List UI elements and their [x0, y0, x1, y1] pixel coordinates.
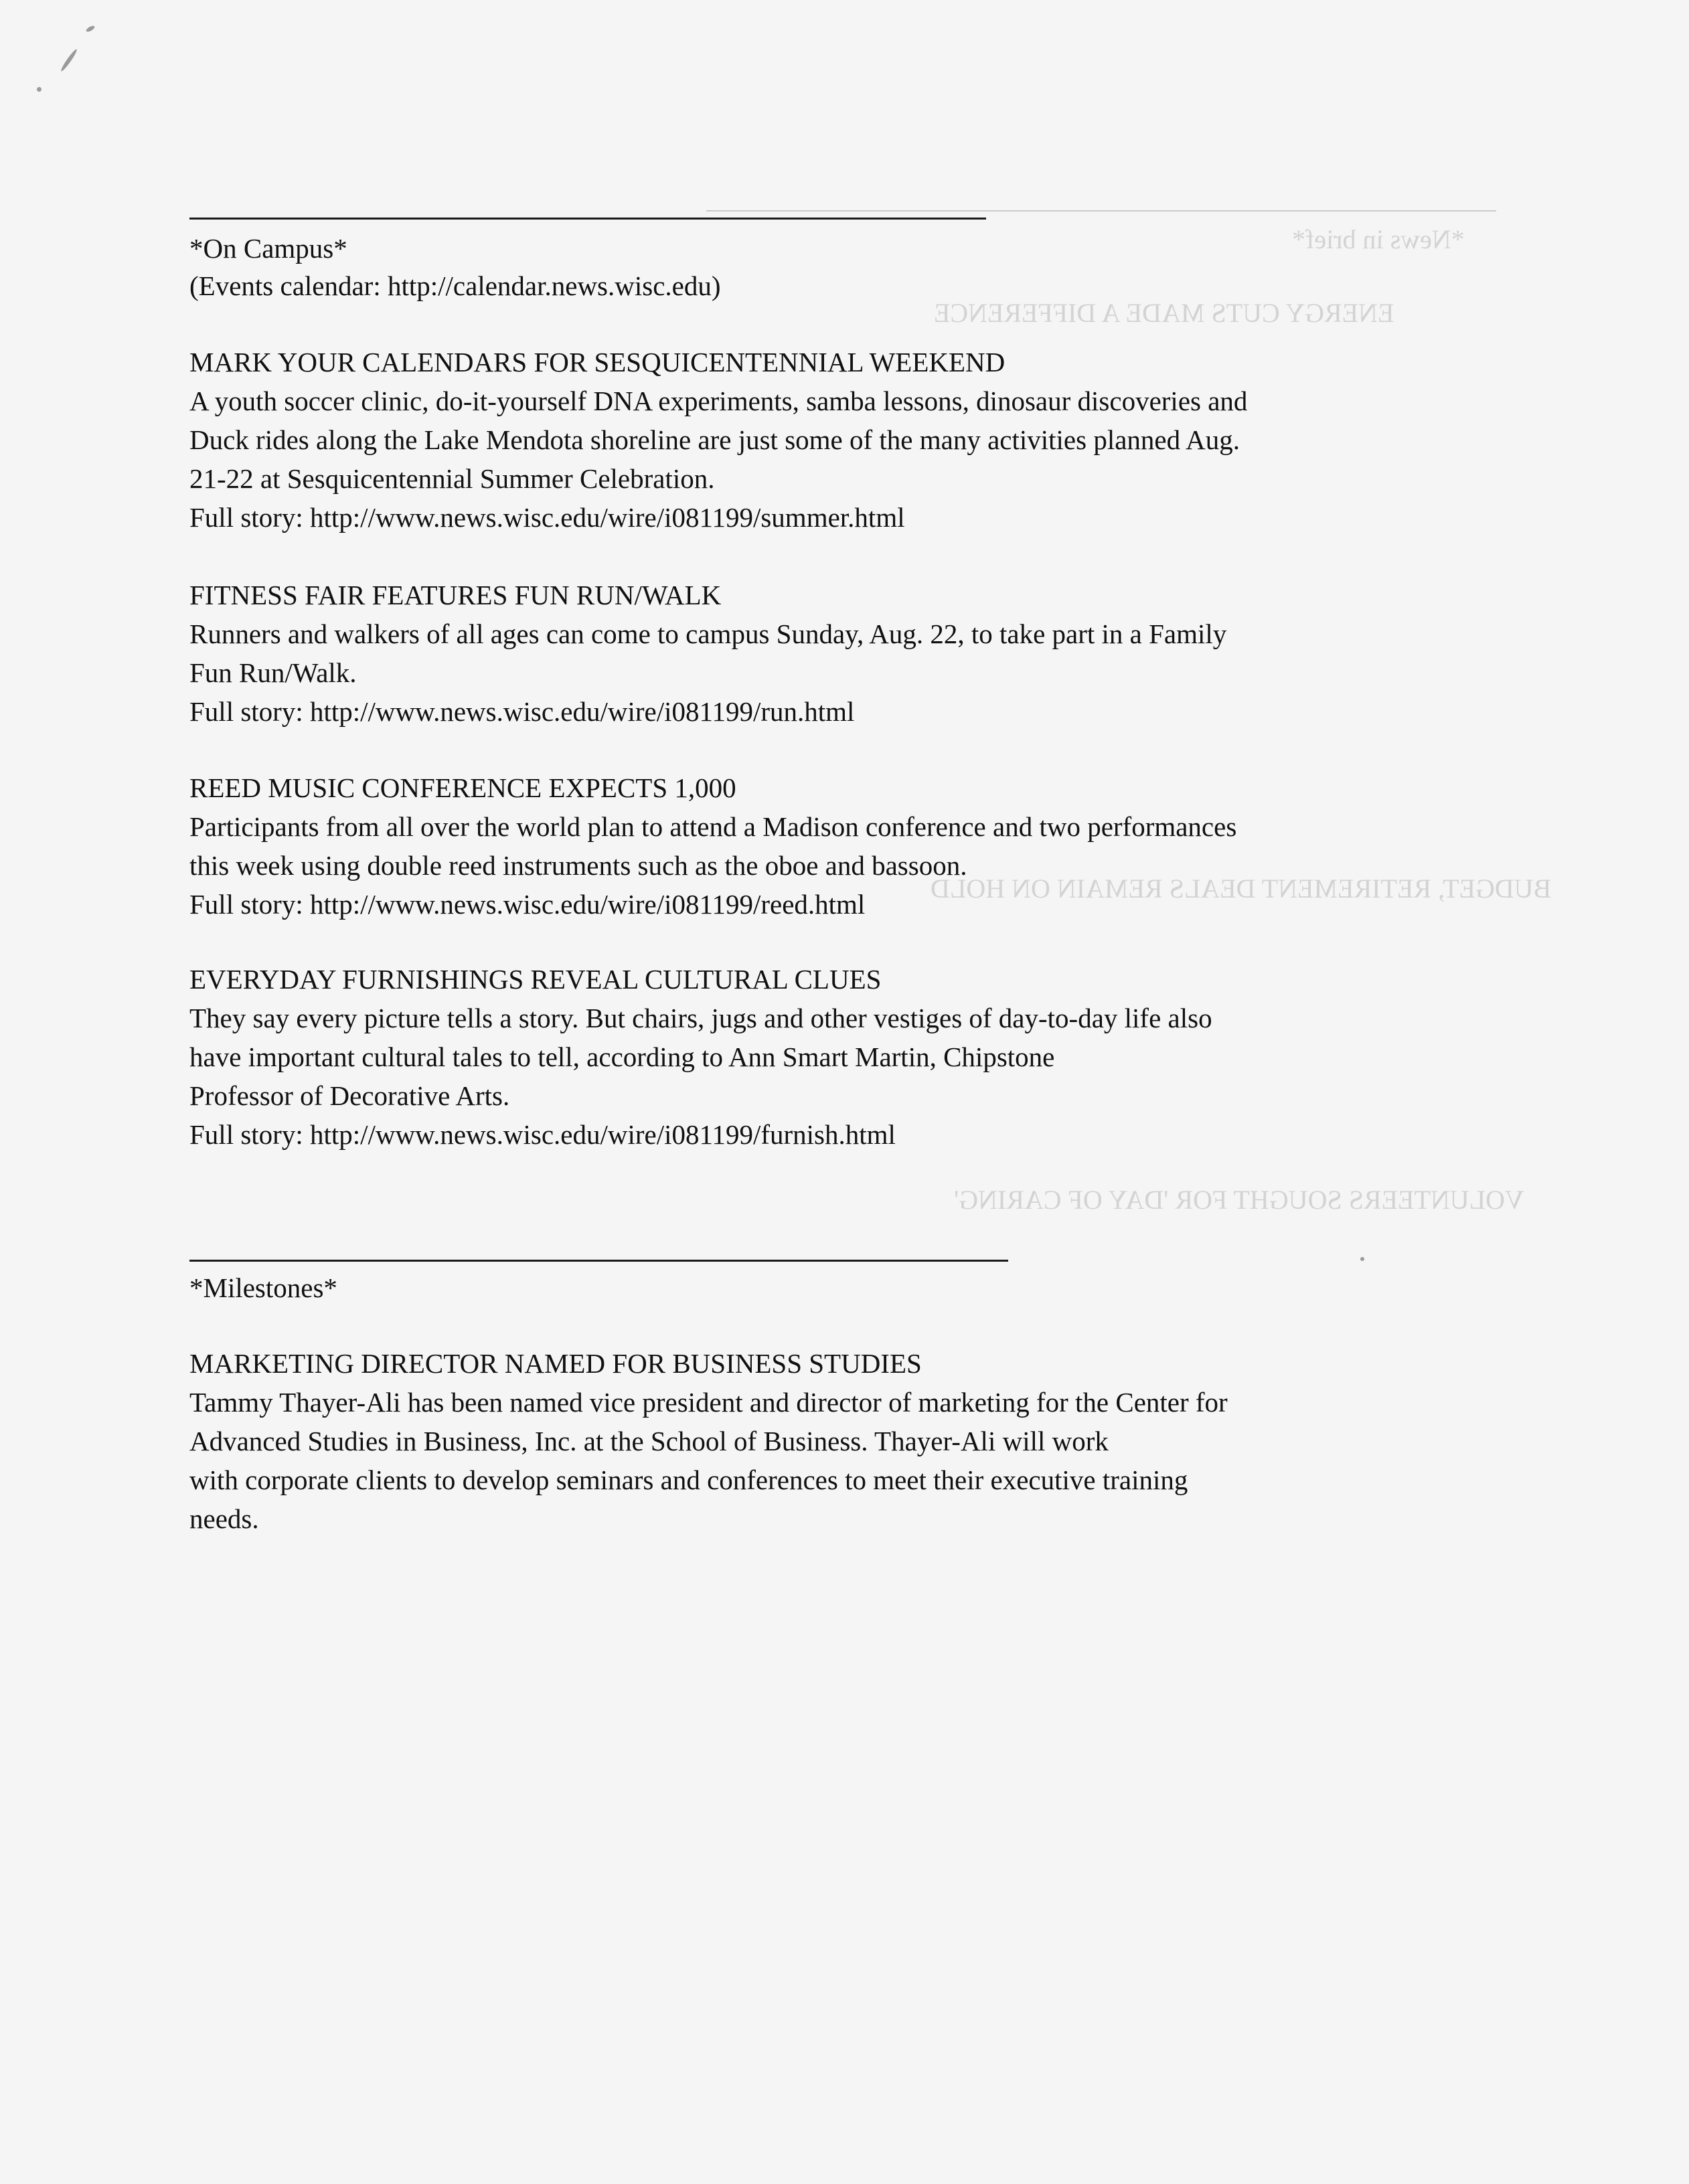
body-line: Runners and walkers of all ages can come to campus Sunday, Aug. 22, to take part in a Family — [189, 618, 1227, 649]
headline: REED MUSIC CONFERENCE EXPECTS 1,000 — [189, 772, 736, 803]
scan-speck — [1360, 1257, 1364, 1261]
calendar-note: (Events calendar: http://calendar.news.wisc.edu) — [189, 270, 721, 301]
body-line: Duck rides along the Lake Mendota shoreline are just some of the many activities planned Aug. — [189, 424, 1240, 455]
bleed-through-headline: VOLUNTEERS SOUGHT FOR 'DAY OF CARING' — [954, 1185, 1524, 1215]
section-rule — [189, 1260, 1008, 1262]
section-title: *Milestones* — [189, 1272, 337, 1303]
full-story-link: Full story: http://www.news.wisc.edu/wire/i081199/summer.html — [189, 502, 905, 533]
bleed-through-rule — [706, 210, 1496, 212]
body-line: 21-22 at Sesquicentennial Summer Celebration. — [189, 463, 715, 494]
body-line: Professor of Decorative Arts. — [189, 1080, 510, 1111]
section-rule — [189, 218, 986, 220]
body-line: have important cultural tales to tell, according to Ann Smart Martin, Chipstone — [189, 1041, 1055, 1072]
full-story-link: Full story: http://www.news.wisc.edu/wire/i081199/reed.html — [189, 889, 866, 920]
headline: FITNESS FAIR FEATURES FUN RUN/WALK — [189, 580, 722, 610]
body-line: Participants from all over the world plan to attend a Madison conference and two performances — [189, 811, 1237, 842]
body-line: with corporate clients to develop seminars and conferences to meet their executive training — [189, 1464, 1188, 1495]
body-line: A youth soccer clinic, do-it-yourself DNA experiments, samba lessons, dinosaur discoveries and — [189, 386, 1248, 416]
body-line: Advanced Studies in Business, Inc. at the School of Business. Thayer-Ali will work — [189, 1426, 1109, 1456]
full-story-link: Full story: http://www.news.wisc.edu/wire/i081199/run.html — [189, 696, 855, 727]
headline: MARKETING DIRECTOR NAMED FOR BUSINESS STUDIES — [189, 1348, 922, 1379]
scan-speck — [60, 48, 78, 72]
headline: MARK YOUR CALENDARS FOR SESQUICENTENNIAL WEEKEND — [189, 347, 1006, 377]
full-story-link: Full story: http://www.news.wisc.edu/wire/i081199/furnish.html — [189, 1119, 896, 1150]
body-line: needs. — [189, 1503, 259, 1534]
section-title: *On Campus* — [189, 233, 347, 264]
body-line: this week using double reed instruments such as the oboe and bassoon. — [189, 850, 967, 881]
scan-speck — [85, 25, 95, 33]
bleed-through-headline: BUDGET, RETIREMENT DEALS REMAIN ON HOLD — [931, 873, 1552, 904]
bleed-through-section-title: *News in brief* — [1292, 224, 1465, 254]
body-line: Fun Run/Walk. — [189, 657, 357, 688]
body-line: They say every picture tells a story. But chairs, jugs and other vestiges of day-to-day life also — [189, 1003, 1212, 1033]
body-line: Tammy Thayer-Ali has been named vice president and director of marketing for the Center for — [189, 1387, 1228, 1418]
headline: EVERYDAY FURNISHINGS REVEAL CULTURAL CLUES — [189, 964, 882, 995]
bleed-through-headline: ENERGY CUTS MADE A DIFFERENCE — [934, 298, 1394, 328]
scan-speck — [37, 87, 42, 92]
